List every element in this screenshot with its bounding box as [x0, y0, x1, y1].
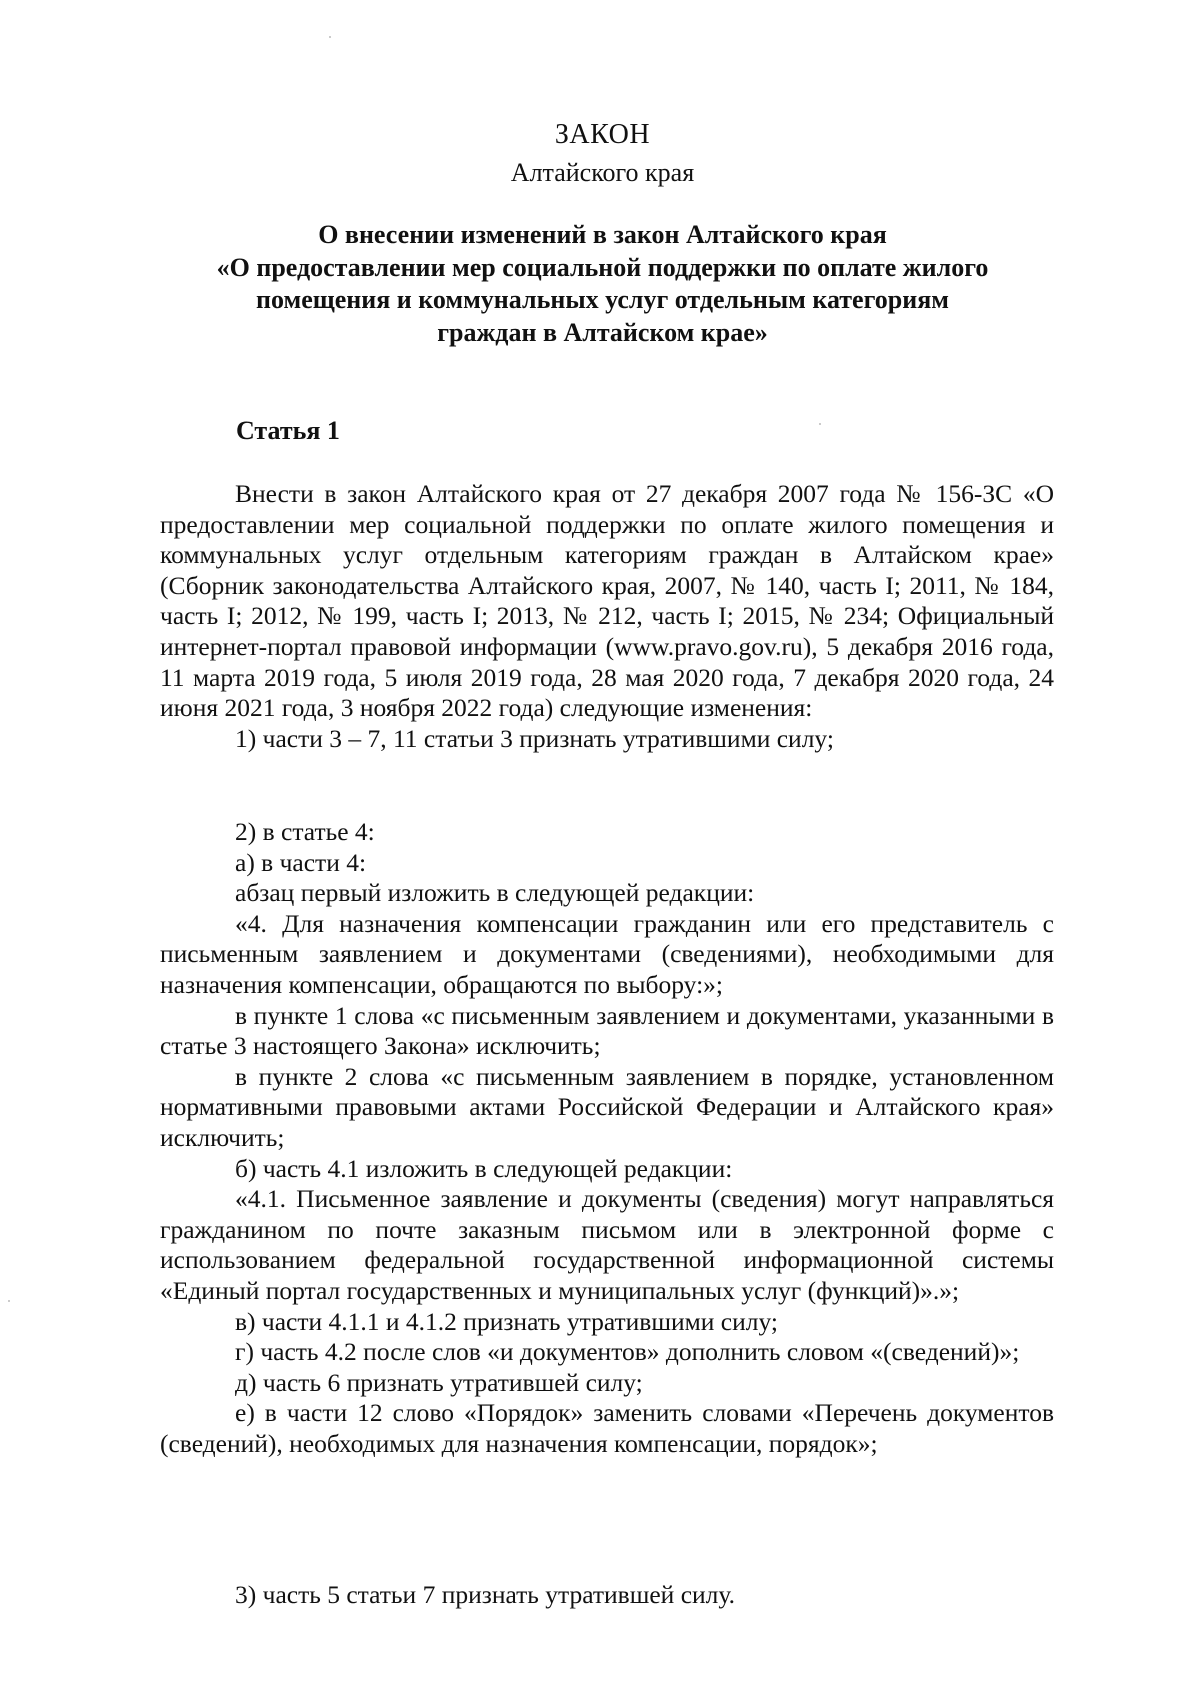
item-2g-paragraph: г) часть 4.2 после слов «и документов» дополнить словом «(сведений)»; — [235, 1337, 1020, 1367]
point-2-paragraph: в пункте 2 слова «с письменным заявлением в порядке, установленном нормативными правовыми актами Российской Федерации и Алтайского края» исключить; — [160, 1061, 1054, 1152]
law-title — [150, 219, 1055, 349]
item-2a-first-para: абзац первый изложить в следующей редакции: — [235, 878, 755, 908]
law-title-line: «О предоставлении мер социальной поддержки по оплате жилого — [216, 252, 989, 282]
law-type-heading: ЗАКОН — [554, 119, 651, 150]
scan-speck — [819, 423, 821, 425]
article-intro-paragraph: Внести в закон Алтайского края от 27 декабря 2007 года № 156-ЗС «О предоставлении мер социальной поддержки по оплате жилого помещения и коммунальных услуг отдельным категориям граждан в Алтайском крае» (Сборник законодательства Алтайского края, 2007, № 140, часть I; 2011, № 184, часть I; 2012, № 199, часть I; 2013, № 212, часть I; 2015, № 234; Официальный интернет-портал правовой информации (www.pravo.gov.ru), 5 декабря 2016 года, 11 марта 2019 года, 5 июля 2019 года, 28 мая 2020 года, 7 декабря 2020 года, 24 июня 2021 года, 3 ноября 2022 года) следующие изменения: — [160, 479, 1054, 723]
law-title-line: граждан в Алтайском крае» — [437, 317, 768, 347]
scan-speck — [329, 36, 331, 38]
item-3-paragraph: 3) часть 5 статьи 7 признать утратившей силу. — [235, 1580, 735, 1609]
law-title-line: помещения и коммунальных услуг отдельным категориям — [256, 285, 949, 314]
article-body-part3 — [160, 1580, 1054, 1611]
article-body-part1 — [160, 479, 1054, 754]
law-title-line: О внесении изменений в закон Алтайского края — [318, 220, 887, 249]
article-heading: Статья 1 — [236, 416, 340, 445]
point-1-paragraph: в пункте 1 слова «с письменным заявлением и документами, указанными в статье 3 настоящего Закона» исключить; — [160, 1000, 1054, 1061]
item-2-heading: 2) в статье 4: — [235, 817, 375, 846]
quote-part-4-1: «4.1. Письменное заявление и документы (сведения) могут направляться гражданином по почте заказным письмом или в электронной форме с использованием федеральной государственной информационной системы «Единый портал государственных и муниципальных услуг (функций)».»; — [160, 1184, 1054, 1305]
item-2v-paragraph: в) части 4.1.1 и 4.1.2 признать утратившими силу; — [235, 1306, 778, 1336]
item-2e-paragraph: е) в части 12 слово «Порядок» заменить словами «Перечень документов (сведений), необходимых для назначения компенсации, порядок»; — [160, 1398, 1054, 1458]
item-2a-paragraph: а) в части 4: — [235, 847, 367, 877]
law-region: Алтайского края — [510, 158, 695, 187]
quote-part-4: «4. Для назначения компенсации гражданин или его представитель с письменным заявлением и документами (сведениями), необходимыми для назначения компенсации, обращаются по выбору:»; — [160, 908, 1054, 999]
item-1-paragraph: 1) части 3 – 7, 11 статьи 3 признать утратившими силу; — [235, 723, 834, 753]
item-2b-paragraph: б) часть 4.1 изложить в следующей редакции: — [235, 1153, 733, 1183]
article-body-part2 — [160, 817, 1054, 1459]
item-2d-paragraph: д) часть 6 признать утратившей силу; — [235, 1367, 643, 1397]
scan-speck — [8, 1300, 10, 1302]
